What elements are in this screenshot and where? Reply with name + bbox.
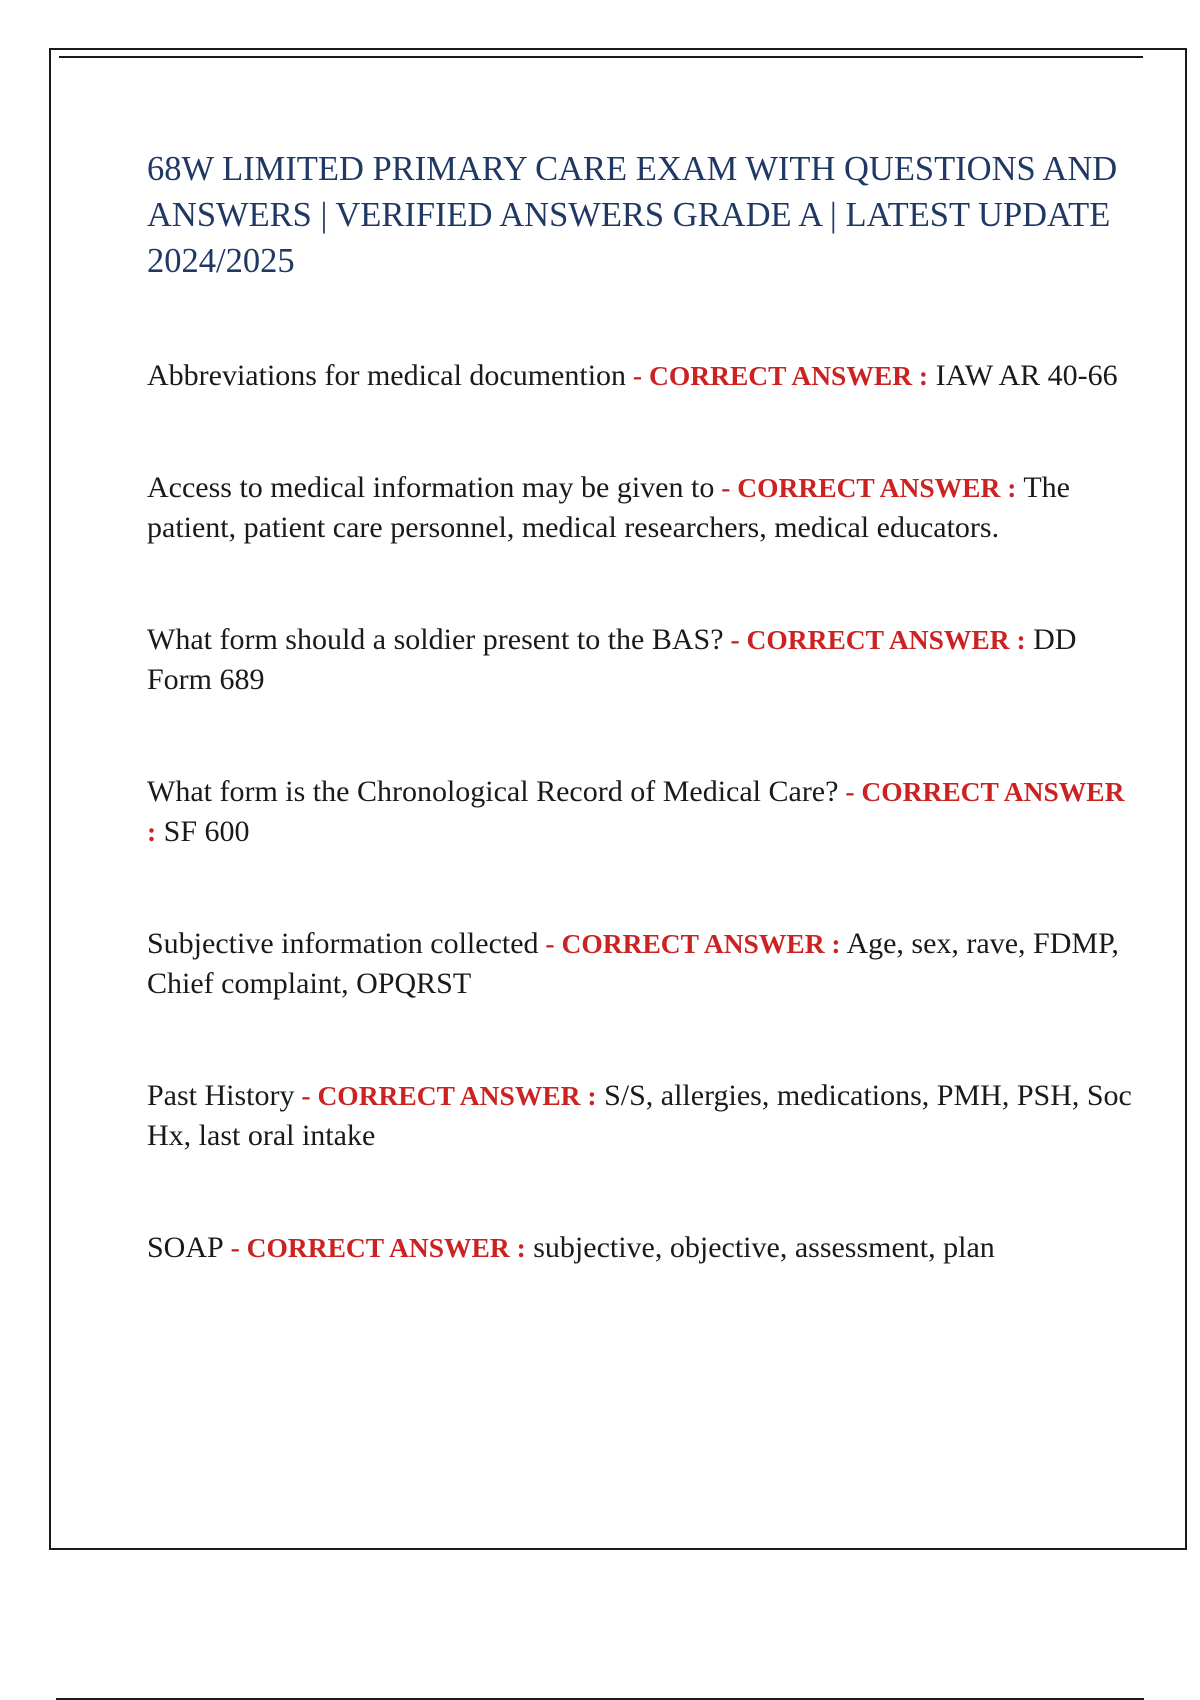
answer-text: SF 600 [163, 815, 250, 848]
answer-text: The patient, patient care personnel, medical researchers, medical educators. [147, 471, 1070, 544]
answer-separator: - [626, 360, 649, 391]
answer-text: S/S, allergies, medications, PMH, PSH, Soc Hx, last oral intake [147, 1079, 1132, 1152]
correct-answer-label: CORRECT ANSWER : [746, 624, 1026, 655]
answer-text: Age, sex, rave, FDMP, Chief complaint, OPQRST [147, 927, 1119, 1000]
answer-separator: - [714, 472, 738, 503]
qa-item [147, 468, 1137, 548]
qa-item [147, 924, 1137, 1004]
answer-separator: - [838, 776, 862, 807]
qa-item [147, 356, 1137, 396]
answer-separator: - [538, 928, 562, 959]
document-title: 68W LIMITED PRIMARY CARE EXAM WITH QUESTIONS AND ANSWERS | VERIFIED ANSWERS GRADE A | LATEST UPDATE 2024/2025 [147, 150, 1118, 280]
qa-item [147, 1076, 1137, 1156]
correct-answer-label: CORRECT ANSWER : [317, 1080, 597, 1111]
correct-answer-label: CORRECT ANSWER : [737, 472, 1017, 503]
question-text: Subjective information collected [147, 927, 539, 960]
correct-answer-label: CORRECT ANSWER : [648, 360, 929, 391]
question-text: Abbreviations for medical documention [147, 359, 627, 392]
answer-text: DD Form 689 [147, 623, 1077, 696]
document-body [147, 146, 1137, 1340]
qa-item [147, 1228, 1137, 1268]
answer-separator: - [294, 1080, 318, 1111]
answer-separator: - [223, 1232, 247, 1263]
top-rule [59, 56, 1143, 58]
answer-text: subjective, objective, assessment, plan [533, 1231, 995, 1264]
question-text: SOAP [147, 1231, 224, 1264]
question-text: What form is the Chronological Record of Medical Care? [147, 775, 839, 808]
qa-item [147, 772, 1137, 852]
page-frame [49, 48, 1187, 1550]
answer-separator: - [723, 624, 747, 655]
question-text: What form should a soldier present to the BAS? [147, 623, 724, 656]
qa-list [147, 356, 1137, 1268]
question-text: Past History [147, 1079, 295, 1112]
correct-answer-label: CORRECT ANSWER : [147, 776, 1125, 847]
qa-item [147, 620, 1137, 700]
correct-answer-label: CORRECT ANSWER : [246, 1232, 526, 1263]
answer-text: IAW AR 40-66 [935, 359, 1118, 392]
correct-answer-label: CORRECT ANSWER : [561, 928, 841, 959]
question-text: Access to medical information may be given to [147, 471, 715, 504]
